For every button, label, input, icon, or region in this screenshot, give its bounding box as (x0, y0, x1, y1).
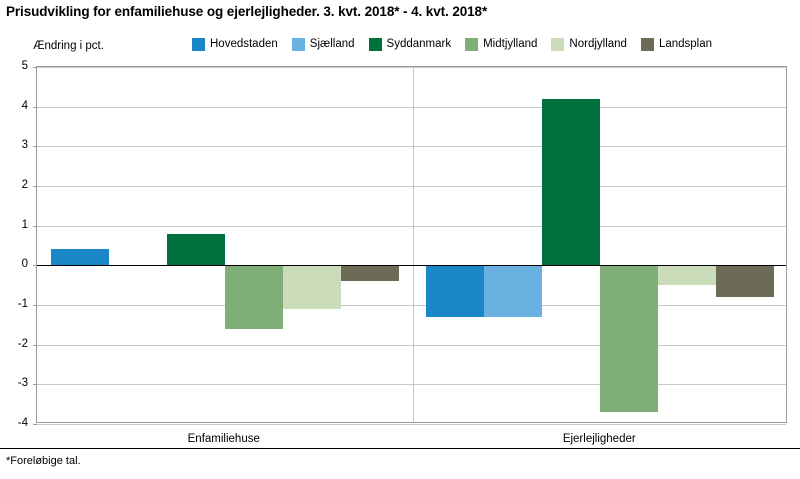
y-axis-label: Ændring i pct. (33, 40, 104, 52)
plot-area (36, 66, 787, 423)
legend-label: Syddanmark (386, 38, 452, 50)
y-tick-label: -2 (17, 337, 28, 350)
footnote: *Foreløbige tal. (6, 455, 81, 467)
bar-ejerlejligheder-sjælland (484, 265, 542, 317)
legend-swatch-icon (192, 38, 205, 51)
legend-swatch-icon (292, 38, 305, 51)
bar-enfamiliehuse-nordjylland (283, 265, 341, 309)
gridline (37, 345, 786, 346)
legend-item-sjælland (292, 38, 355, 51)
gridline (37, 226, 786, 227)
y-tick-mark (33, 384, 37, 385)
y-tick-label: 0 (21, 258, 28, 271)
y-tick-mark (33, 226, 37, 227)
y-tick-label: -4 (17, 417, 28, 429)
bar-enfamiliehuse-syddanmark (167, 234, 225, 266)
page-title: Prisudvikling for enfamiliehuse og ejerlejligheder. 3. kvt. 2018* - 4. kvt. 2018* (6, 4, 488, 19)
bar-ejerlejligheder-syddanmark (542, 99, 600, 266)
legend-item-midtjylland (465, 38, 537, 51)
x-category-label: Ejerlejligheder (562, 433, 636, 445)
legend-swatch-icon (641, 38, 654, 51)
bar-enfamiliehuse-landsplan (341, 265, 399, 281)
gridline (37, 146, 786, 147)
y-tick-mark (33, 424, 37, 425)
legend-label: Midtjylland (483, 38, 538, 50)
legend-swatch-icon (369, 38, 382, 51)
y-tick-mark (33, 107, 37, 108)
y-tick-label: 1 (21, 218, 28, 231)
y-tick-mark (33, 186, 37, 187)
y-tick-mark (33, 67, 37, 68)
gridline (37, 67, 786, 68)
y-tick-mark (33, 305, 37, 306)
y-tick-label: 3 (21, 139, 28, 152)
zero-baseline (37, 265, 786, 266)
y-tick-label: 2 (21, 179, 28, 191)
y-tick-mark (33, 146, 37, 147)
y-tick-label: 5 (21, 60, 28, 72)
gridline (37, 384, 786, 385)
bar-ejerlejligheder-landsplan (716, 265, 774, 297)
legend-swatch-icon (465, 38, 478, 51)
legend-swatch-icon (551, 38, 564, 51)
x-category-label: Enfamiliehuse (187, 433, 260, 445)
bar-ejerlejligheder-hovedstaden (426, 265, 484, 317)
legend-label: Landsplan (658, 38, 713, 50)
y-tick-mark (33, 345, 37, 346)
y-tick-label: -3 (17, 377, 28, 390)
gridline (37, 424, 786, 425)
legend-label: Sjælland (309, 38, 355, 50)
chart-legend (192, 38, 726, 51)
legend-item-hovedstaden (192, 38, 278, 51)
legend-item-nordjylland (551, 38, 627, 51)
legend-label: Nordjylland (569, 38, 627, 50)
bar-enfamiliehuse-midtjylland (225, 265, 283, 328)
gridline (37, 186, 786, 187)
gridline (37, 107, 786, 108)
y-tick-label: -1 (17, 298, 28, 310)
bar-ejerlejligheder-nordjylland (658, 265, 716, 285)
group-divider (413, 67, 414, 422)
y-axis-ticks (0, 0, 36, 479)
bar-ejerlejligheder-midtjylland (600, 265, 658, 412)
gridline (37, 305, 786, 306)
y-tick-label: 4 (21, 99, 28, 112)
footer-divider (0, 448, 800, 449)
legend-item-syddanmark (369, 38, 452, 51)
legend-item-landsplan (641, 38, 712, 51)
legend-label: Hovedstaden (210, 38, 278, 50)
bar-enfamiliehuse-hovedstaden (51, 249, 109, 265)
